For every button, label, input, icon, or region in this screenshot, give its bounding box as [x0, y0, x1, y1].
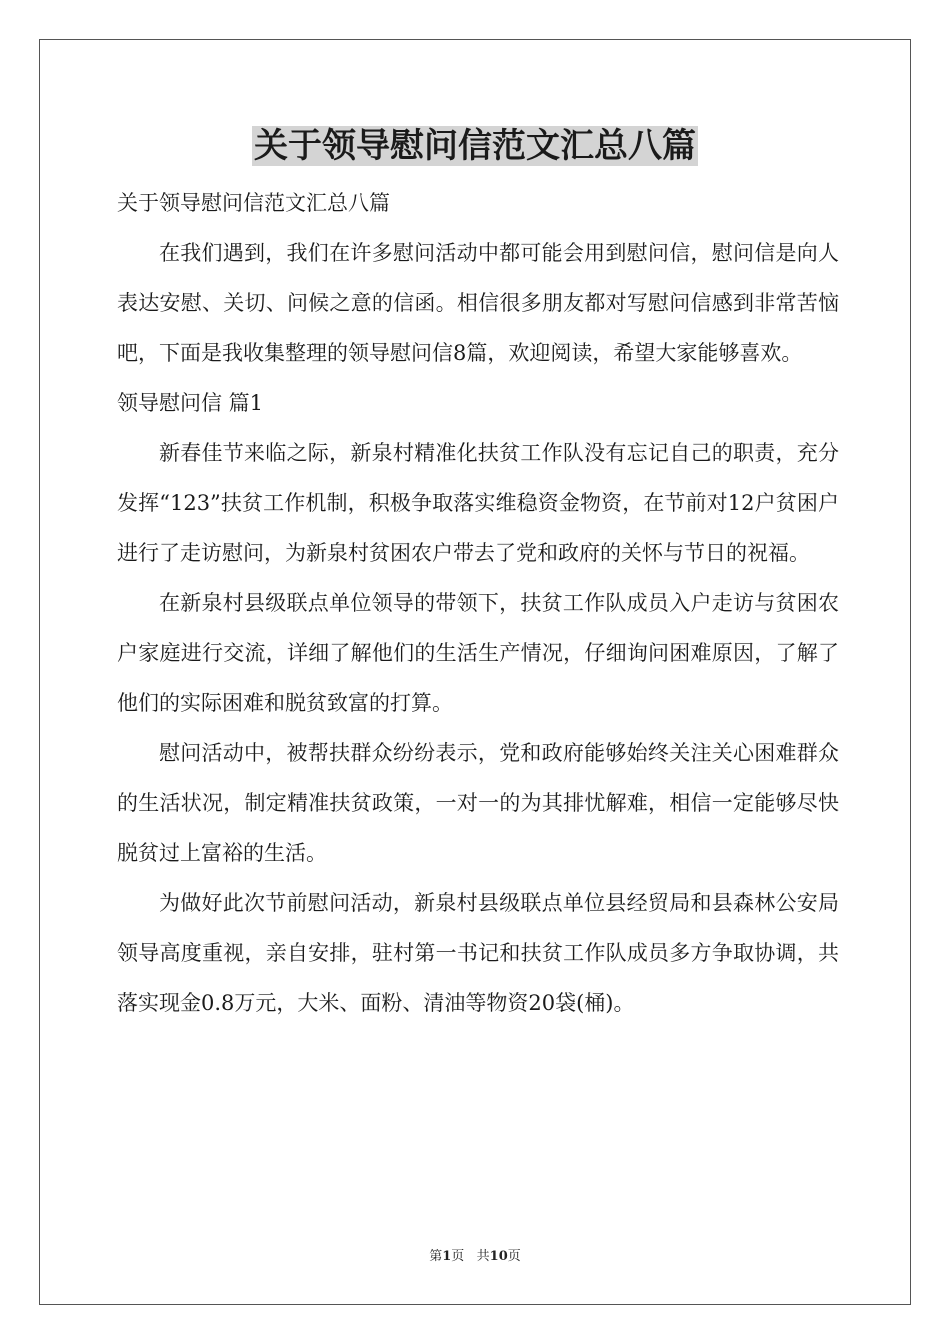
document-title-text: 关于领导慰问信范文汇总八篇 [254, 126, 696, 166]
document-title [0, 124, 950, 168]
body-paragraph: 为做好此次节前慰问活动，新泉村县级联点单位县经贸局和县森林公安局领导高度重视，亲自安排，驻村第一书记和扶贫工作队成员多方争取协调，共落实现金0.8万元，大米、面粉、清油等物资20袋(桶)。 [117, 891, 839, 1015]
section-heading: 领导慰问信 篇1 [117, 391, 264, 415]
document-body [117, 178, 839, 1028]
page-current: 1 [442, 1249, 452, 1264]
intro-paragraph: 在我们遇到，我们在许多慰问活动中都可能会用到慰问信，慰问信是向人表达安慰、关切、问候之意的信函。相信很多朋友都对写慰问信感到非常苦恼吧，下面是我收集整理的领导慰问信8篇，欢迎阅读，希望大家能够喜欢。 [117, 241, 839, 365]
body-paragraph: 慰问活动中，被帮扶群众纷纷表示，党和政府能够始终关注关心困难群众的生活状况，制定精准扶贫政策，一对一的为其排忧解难，相信一定能够尽快脱贫过上富裕的生活。 [117, 741, 839, 865]
body-paragraph: 新春佳节来临之际，新泉村精准化扶贫工作队没有忘记自己的职责，充分发挥“123”扶贫工作机制，积极争取落实维稳资金物资，在节前对12户贫困户进行了走访慰问，为新泉村贫困农户带去了党和政府的关怀与节日的祝福。 [117, 441, 839, 565]
page-footer [0, 1248, 950, 1266]
page-mid: 页 共 [451, 1249, 490, 1264]
document-subtitle: 关于领导慰问信范文汇总八篇 [117, 191, 390, 215]
page-suffix: 页 [507, 1249, 521, 1264]
page-prefix: 第 [429, 1249, 443, 1264]
body-paragraph: 在新泉村县级联点单位领导的带领下，扶贫工作队成员入户走访与贫困农户家庭进行交流，详细了解他们的生活生产情况，仔细询问困难原因，了解了他们的实际困难和脱贫致富的打算。 [117, 591, 839, 715]
page-total: 10 [489, 1249, 508, 1264]
